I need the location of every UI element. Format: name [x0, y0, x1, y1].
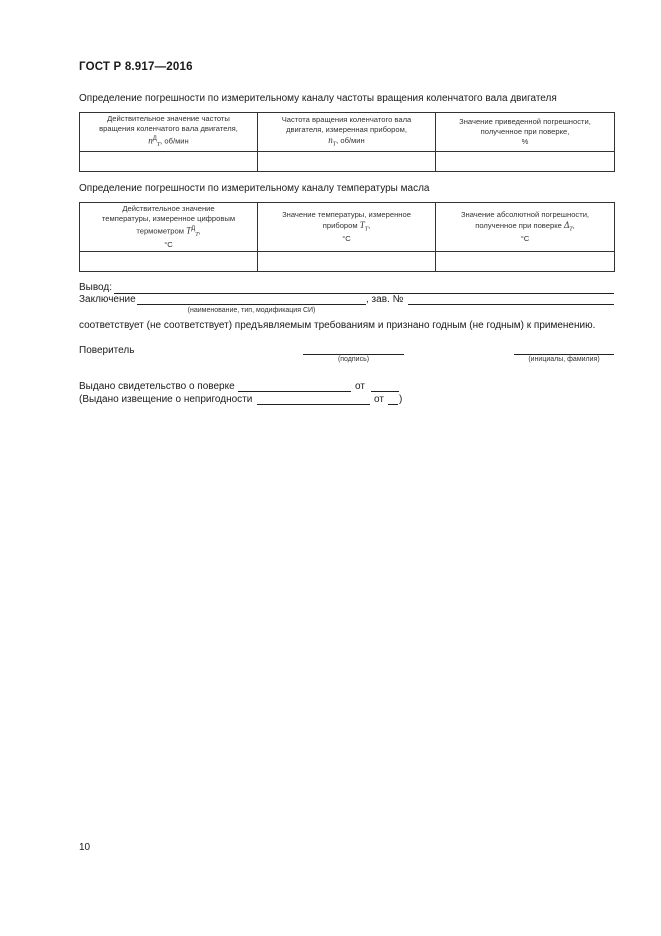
certificate-issued-label: Выдано свидетельство о поверке [79, 381, 235, 392]
serial-number-label: , зав. № [366, 294, 404, 305]
header-cell-absolute-error: Значение абсолютной погрешности, полученное при поверке $\Delta_T$, °C [436, 203, 615, 252]
table-cell[interactable] [436, 252, 615, 272]
unsuitability-notice-label: (Выдано извещение о непригодности [79, 394, 253, 405]
header-cell-actual-rpm: Действительное значение частоты вращения коленчатого вала двигателя, $n^Д_T$, об/мин [80, 113, 258, 152]
table-cell[interactable] [258, 252, 436, 272]
table-header-row [80, 113, 615, 152]
certificate-date-label: от [355, 381, 365, 392]
page-number: 10 [79, 842, 91, 853]
zakluchenie-label: Заключение [79, 294, 136, 305]
notice-date-blank[interactable] [388, 404, 398, 405]
table-cell[interactable] [80, 252, 258, 272]
oil-temp-error-table [79, 202, 615, 272]
verifier-name-hint: (инициалы, фамилия) [528, 356, 600, 363]
instrument-name-blank[interactable] [137, 304, 366, 305]
document-title: ГОСТ Р 8.917—2016 [79, 61, 193, 73]
notice-date-label: от [374, 394, 384, 405]
compliance-statement: соответствует (не соответствует) предъявляемым требованиям и признано годным (не годным) к применению. [79, 320, 596, 331]
serial-number-blank[interactable] [408, 304, 614, 305]
certificate-number-blank[interactable] [238, 391, 351, 392]
conclusion-label: Вывод: [79, 282, 113, 293]
verifier-label: Поверитель [79, 345, 135, 356]
signature-blank[interactable] [303, 354, 404, 355]
instrument-name-hint: (наименование, тип, модификация СИ) [187, 307, 316, 314]
table-row [80, 152, 615, 172]
table-row [80, 252, 615, 272]
rpm-error-table [79, 112, 615, 172]
signature-hint: (подпись) [337, 356, 370, 363]
header-cell-actual-temp: Действительное значение температуры, измеренное цифровым термометром $T^Д_T$, °C [80, 203, 258, 252]
certificate-date-blank[interactable] [371, 391, 399, 392]
header-cell-reduced-error: Значение приведенной погрешности, полученное при поверке, % [436, 113, 615, 152]
header-cell-measured-rpm: Частота вращения коленчатого вала двигателя, измеренная прибором, $n_T$, об/мин [258, 113, 436, 152]
conclusion-blank-line[interactable] [114, 293, 614, 294]
table-cell[interactable] [258, 152, 436, 172]
table1-caption: Определение погрешности по измерительному каналу частоты вращения коленчатого вала двигателя [79, 93, 557, 104]
table-cell[interactable] [80, 152, 258, 172]
notice-number-blank[interactable] [257, 404, 370, 405]
table-cell[interactable] [436, 152, 615, 172]
notice-close-paren: ) [399, 394, 403, 405]
table2-caption: Определение погрешности по измерительному каналу температуры масла [79, 183, 430, 194]
header-cell-measured-temp: Значение температуры, измеренное прибором $T_T$, °C [258, 203, 436, 252]
verifier-name-blank[interactable] [514, 354, 614, 355]
table-header-row [80, 203, 615, 252]
